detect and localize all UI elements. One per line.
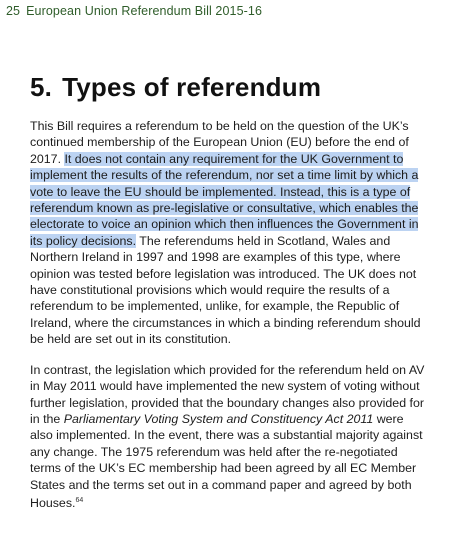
running-header: [6, 4, 262, 18]
body-text: [30, 118, 426, 525]
paragraph-2: [30, 362, 426, 512]
page-number: 25: [6, 4, 21, 18]
selected-text-highlight[interactable]: It does not contain any requirement for the UK Government to implement the results of the referendum, nor set a time limit by which a vote to leave the EU should be implemented. Instead, this is a type of referendum known as pre-legislative or consultative, which enables the electorate to voice an opinion which then influences the Government in its policy decisions.: [30, 151, 419, 248]
section-number: 5.: [30, 72, 53, 102]
paragraph-1-rest: The referendums held in Scotland, Wales and Northern Ireland in 1997 and 1998 are examples of this type, where opinion was tested before legislation was introduced. The UK does not have constitutional provisions which would require the results of a referendum to be implemented, unlike, for example, the Republic of Ireland, where the circumstances in which a binding referendum should be held are set out in its constitution.: [30, 233, 421, 347]
paragraph-1-intro: This Bill requires a referendum to be held on the question of the UK’s continued membership of the European Union (EU) before the end of 2017.: [30, 119, 409, 166]
section-title: Types of referendum: [62, 72, 322, 102]
section-heading: [30, 72, 321, 103]
act-title: Parliamentary Voting System and Constituency Act 2011: [63, 411, 374, 426]
footnote-marker[interactable]: 64: [75, 496, 84, 504]
paragraph-2-intro: In contrast, the legislation which provided for the referendum held on AV in May 2011 would have implemented the new system of voting without further legislation, provided that the boundary changes also provided for in the: [30, 362, 425, 426]
running-title: European Union Referendum Bill 2015-16: [26, 4, 263, 18]
paragraph-2-rest: were also implemented. In the event, there was a substantial majority against any change. The 1975 referendum was held after the re-negotiated terms of the UK’s EC membership had been agreed by all EC Member States and the terms set out in a command paper and agreed by both Houses.: [30, 411, 423, 511]
paragraph-1: [30, 118, 426, 348]
